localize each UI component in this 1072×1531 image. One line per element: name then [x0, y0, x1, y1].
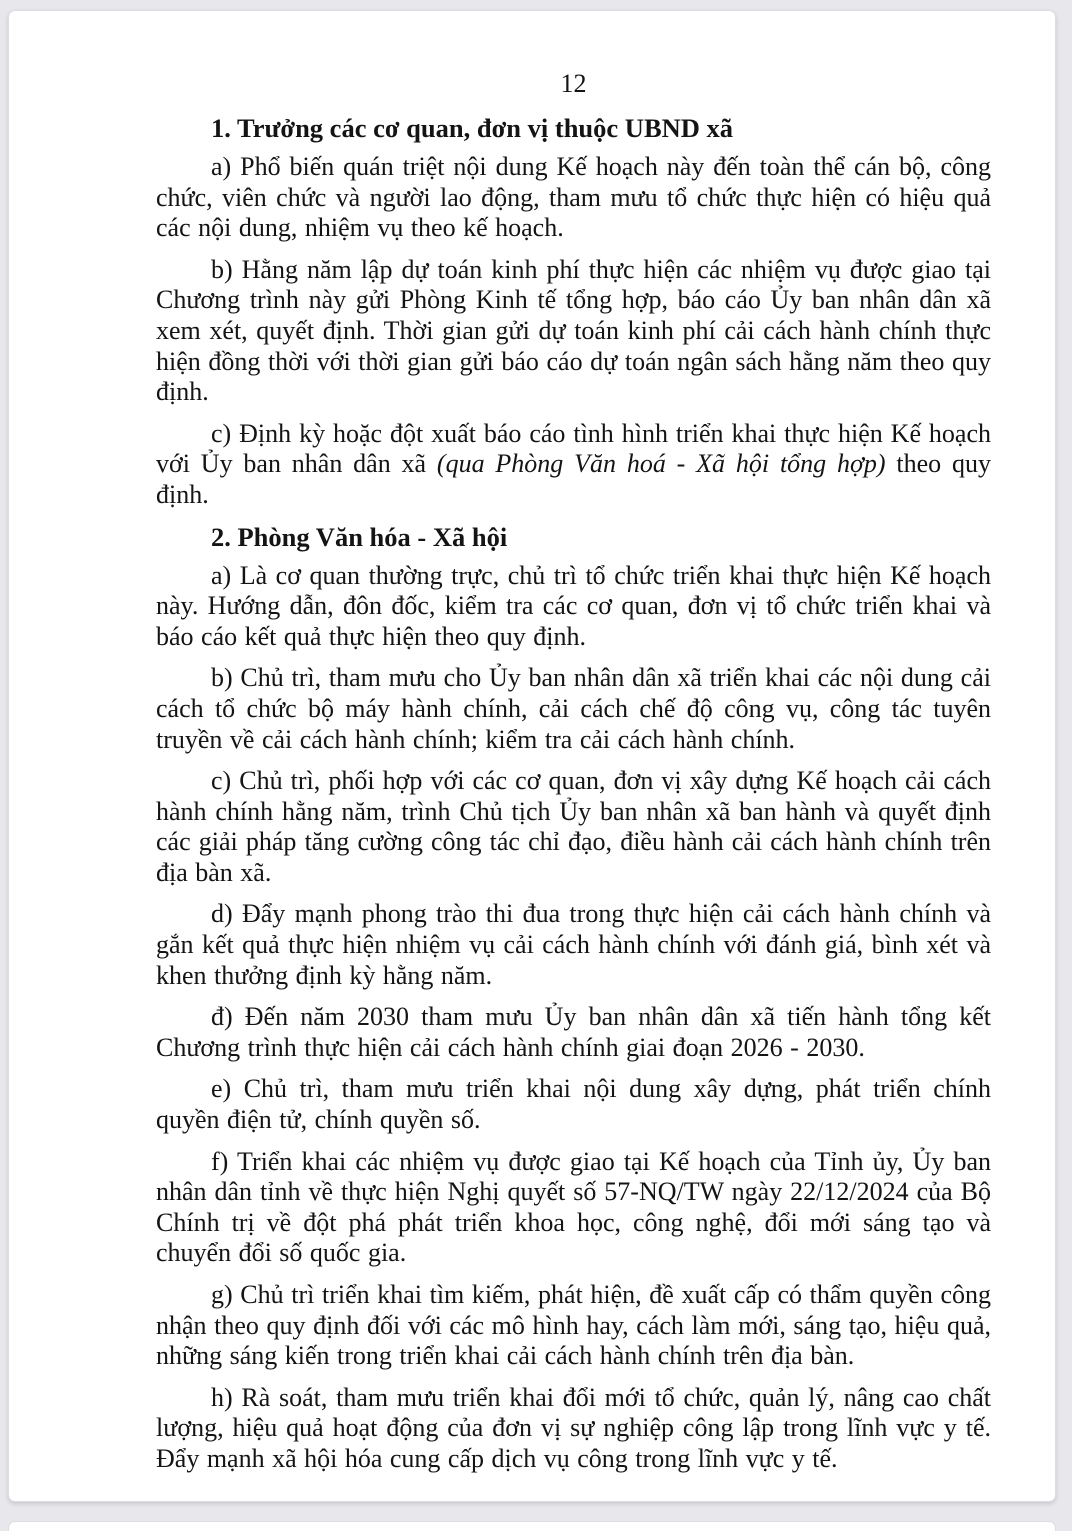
paragraph-text: e) Chủ trì, tham mưu triển khai nội dung xây dựng, phát triển chính quyền điện tử, chính quyền số.: [156, 1074, 991, 1135]
paragraph-text: a) Là cơ quan thường trực, chủ trì tổ chức triển khai thực hiện Kế hoạch này. Hướng dẫn, đôn đốc, kiểm tra các cơ quan, đơn vị tổ chức triển khai và báo cáo kết quả thực hiện theo quy định.: [156, 560, 991, 651]
section-1-heading: 1. Trưởng các cơ quan, đơn vị thuộc UBND xã: [211, 113, 734, 143]
section-2-paragraph-d: [156, 899, 991, 991]
paragraph-text: theo quy định.: [156, 449, 991, 509]
section-1-paragraph-c: [156, 419, 991, 511]
paragraph-text: g) Chủ trì triển khai tìm kiếm, phát hiện, đề xuất cấp có thẩm quyền công nhận theo quy định đối với các mô hình hay, cách làm mới, sáng tạo, hiệu quả, những sáng kiến trong triển khai cải cách hành chính trên địa bàn.: [156, 1280, 991, 1371]
paragraph-text: c) Chủ trì, phối hợp với các cơ quan, đơn vị xây dựng Kế hoạch cải cách hành chính hằng năm, trình Chủ tịch Ủy ban nhân xã ban hành và quyết định các giải pháp tăng cường công tác chỉ đạo, điều hành cải cách hành chính trên địa bàn xã.: [156, 766, 991, 887]
section-2-paragraph-g: [156, 1280, 991, 1372]
paragraph-text: đ) Đến năm 2030 tham mưu Ủy ban nhân dân xã tiến hành tổng kết Chương trình thực hiện cải cách hành chính giai đoạn 2026 - 2030.: [156, 1002, 991, 1062]
section-1-paragraph-b: [156, 255, 991, 408]
section-2-paragraph-h: [156, 1383, 991, 1475]
paragraph-italic-note: (qua Phòng Văn hoá - Xã hội tổng hợp): [436, 449, 886, 479]
page-number: 12: [560, 69, 587, 98]
paragraph-text: a) Phổ biến quán triệt nội dung Kế hoạch này đến toàn thể cán bộ, công chức, viên chức và người lao động, tham mưu tổ chức thực hiện có hiệu quả các nội dung, nhiệm vụ theo kế hoạch.: [156, 152, 991, 243]
section-2-paragraph-dd: [156, 1002, 991, 1063]
paragraph-text: f) Triển khai các nhiệm vụ được giao tại Kế hoạch của Tỉnh ủy, Ủy ban nhân dân tỉnh về thực hiện Nghị quyết số 57-NQ/TW ngày 22/12/2024 của Bộ Chính trị về đột phá phát triển khoa học, công nghệ, đổi mới sáng tạo và chuyển đổi số quốc gia.: [156, 1146, 991, 1268]
document-page: [8, 10, 1056, 1502]
section-2-paragraph-b: [156, 663, 991, 755]
section-2-paragraph-e: [156, 1074, 991, 1135]
paragraph-text: b) Hằng năm lập dự toán kinh phí thực hiện các nhiệm vụ được giao tại Chương trình này gửi Phòng Kinh tế tổng hợp, báo cáo Ủy ban nhân dân xã xem xét, quyết định. Thời gian gửi dự toán kinh phí cải cách hành chính thực hiện đồng thời với thời gian gửi báo cáo dự toán ngân sách hằng năm theo quy định.: [156, 254, 991, 407]
page-content: [9, 11, 1055, 1475]
section-2-heading: 2. Phòng Văn hóa - Xã hội: [211, 521, 508, 552]
paragraph-text: b) Chủ trì, tham mưu cho Ủy ban nhân dân xã triển khai các nội dung cải cách tổ chức bộ máy hành chính, cải cách chế độ công vụ, công tác tuyên truyền về cải cách hành chính; kiểm tra cải cách hành chính.: [156, 663, 991, 754]
section-1-paragraph-a: [156, 152, 991, 244]
paragraph-text: c) Định kỳ hoặc đột xuất báo cáo tình hình triển khai thực hiện Kế hoạch với Ủy ban nhân dân xã: [156, 418, 991, 479]
section-2-paragraph-c: [156, 766, 991, 888]
section-2-paragraph-f: [156, 1147, 991, 1269]
paragraph-text: h) Rà soát, tham mưu triển khai đổi mới tổ chức, quản lý, nâng cao chất lượng, hiệu quả hoạt động của đơn vị sự nghiệp công lập trong lĩnh vực y tế. Đẩy mạnh xã hội hóa cung cấp dịch vụ công trong lĩnh vực y tế.: [156, 1382, 991, 1473]
next-page-top-edge: [8, 1521, 1056, 1531]
section-2-paragraph-a: [156, 561, 991, 653]
paragraph-text: d) Đẩy mạnh phong trào thi đua trong thực hiện cải cách hành chính và gắn kết quả thực hiện nhiệm vụ cải cách hành chính với đánh giá, bình xét và khen thưởng định kỳ hằng năm.: [156, 899, 991, 990]
